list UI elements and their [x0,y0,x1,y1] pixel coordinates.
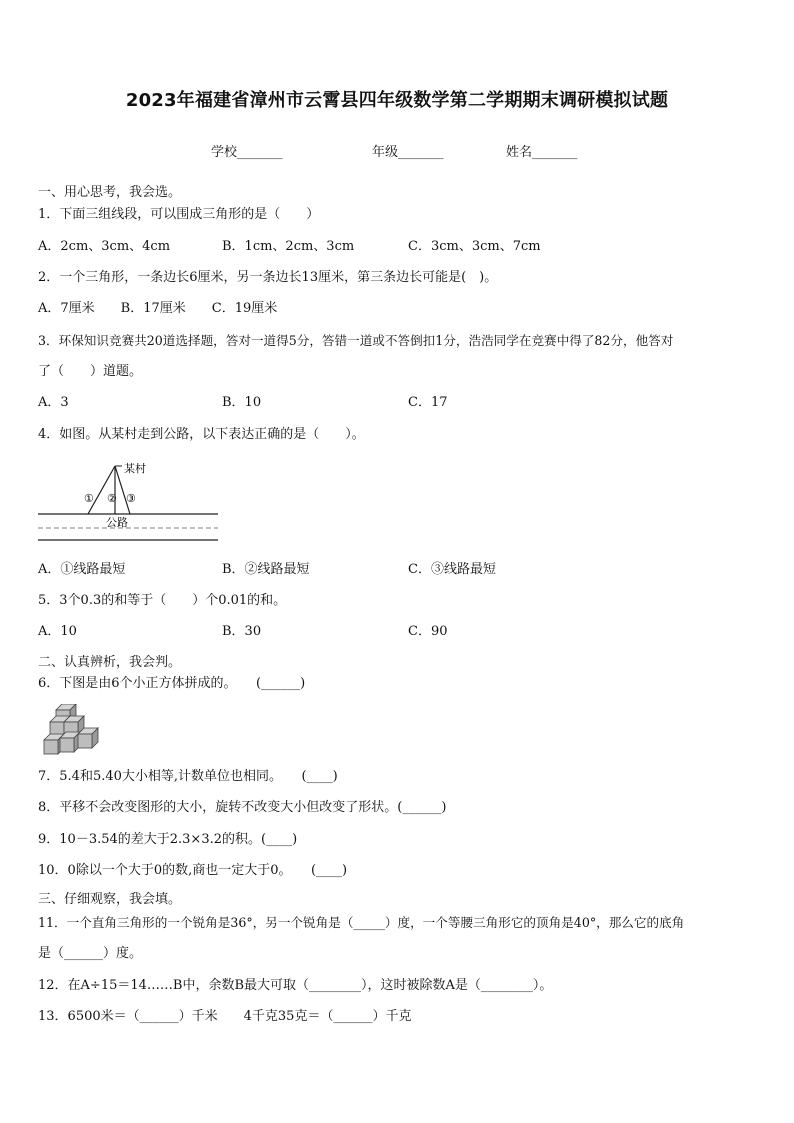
q1-option-c: C．3cm、3cm、7cm [408,239,541,254]
route-3-label: ③ [126,492,136,505]
name-field: 姓名_______ [506,145,578,160]
question-5: 5．3个0.3的和等于（ ）个0.01的和。 [38,593,287,608]
q1-option-b: B．1cm、2cm、3cm [222,239,355,254]
q5-option-a: A．10 [38,624,77,639]
question-6: 6．下图是由6个小正方体拼成的。 (______) [38,676,306,691]
cube-bottom-3 [78,728,98,748]
question-11: 11．一个直角三角形的一个锐角是36°，另一个锐角是（_____）度，一个等腰三角形它的顶角是40°，那么它的底角 [38,915,685,930]
question-9: 9．10－3.54的差大于2.3×3.2的积。(____) [38,832,298,847]
q4-option-a: A．①线路最短 [38,562,126,577]
section-heading-1: 一、用心思考，我会选。 [38,185,182,200]
road-label: 公路 [106,516,128,529]
village-label: 某村 [124,462,146,475]
page-title: 2023年福建省漳州市云霄县四年级数学第二学期期末调研模拟试题 [125,90,669,111]
question-11-cont: 是（______）度。 [38,946,143,961]
q3-option-c: C．17 [408,395,448,410]
village-road-figure [38,460,224,550]
q4-option-c: C．③线路最短 [408,562,496,577]
route-2-label: ② [107,492,117,505]
question-7: 7．5.4和5.40大小相等,计数单位也相同。 (____) [38,769,338,784]
question-10: 10．0除以一个大于0的数,商也一定大于0。 (____) [38,863,348,878]
cube-bottom-2 [60,732,80,752]
q3-option-a: A．3 [38,395,69,410]
cube-stack-figure [42,704,102,760]
question-4: 4．如图。从某村走到公路，以下表达正确的是（ ）。 [38,427,365,442]
section-heading-2: 二、认真辨析，我会判。 [38,655,182,670]
question-8: 8．平移不会改变图形的大小，旋转不改变大小但改变了形状。(______) [38,800,447,815]
q5-option-b: B．30 [222,624,262,639]
section-heading-3: 三、仔细观察，我会填。 [38,892,182,907]
q4-option-b: B．②线路最短 [222,562,310,577]
grade-field: 年级_______ [372,145,444,160]
question-13: 13．6500米＝（______）千米 4千克35克＝（______）千克 [38,1009,412,1024]
school-field: 学校_______ [211,145,283,160]
question-3: 3．环保知识竞赛共20道选择题，答对一道得5分，答错一道或不答倒扣1分，浩浩同学在竞赛中得了82分，他答对 [38,333,674,348]
q5-option-c: C．90 [408,624,448,639]
q1-option-a: A．2cm、3cm、4cm [38,239,171,254]
route-1-label: ① [84,492,94,505]
question-1: 1．下面三组线段，可以围成三角形的是（ ） [38,207,320,222]
question-3-cont: 了（ ）道题。 [38,364,143,379]
question-12: 12．在A÷15＝14……B中，余数B最大可取（________），这时被除数A是（________）。 [38,978,553,993]
question-2: 2．一个三角形，一条边长6厘米，另一条边长13厘米，第三条边长可能是( )。 [38,270,498,285]
q2-options: A．7厘米 B．17厘米 C．19厘米 [38,301,278,316]
route-line-1 [88,466,115,514]
q3-option-b: B．10 [222,395,262,410]
